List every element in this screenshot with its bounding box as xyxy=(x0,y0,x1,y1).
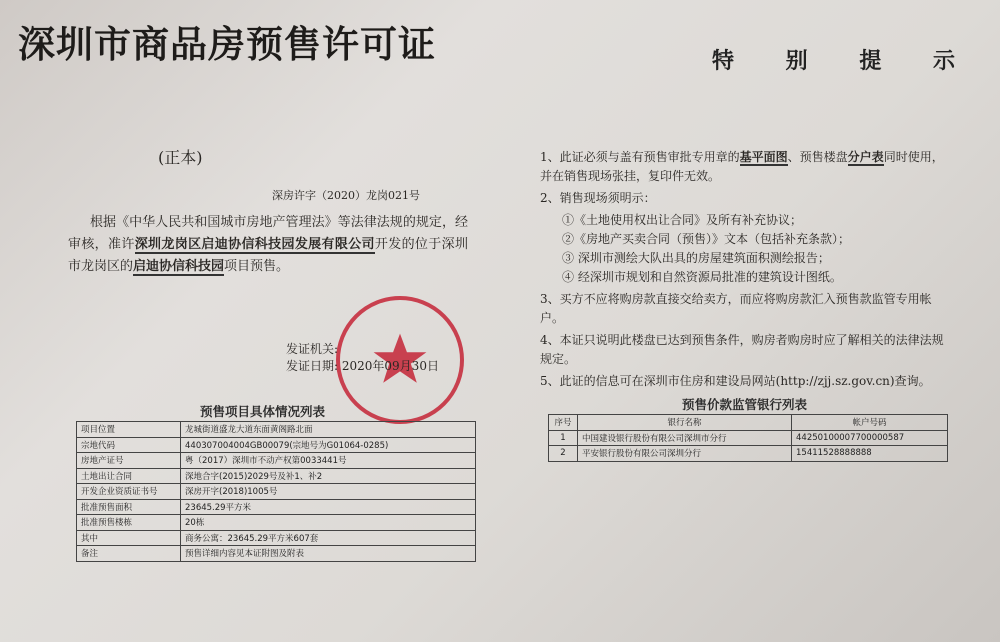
note-5: 5、此证的信息可在深圳市住房和建设局网站(http://zjj.sz.gov.cn)查询。 xyxy=(540,374,931,388)
issuing-authority-label: 发证机关: xyxy=(286,342,339,356)
row-value: 23645.29平方米 xyxy=(181,499,476,515)
note-3: 3、买方不应将购房款直接交给卖方，而应将购房款汇入预售款监管专用帐户。 xyxy=(540,292,932,325)
row-label: 其中 xyxy=(77,530,181,546)
row-label: 土地出让合同 xyxy=(77,468,181,484)
table-row xyxy=(77,437,476,453)
note-1-text-mid: 、预售楼盘 xyxy=(787,150,848,164)
project-table xyxy=(76,421,476,562)
row-value: 龙城街道盛龙大道东面黄阁路北面 xyxy=(181,422,476,438)
copy-type: (正本) xyxy=(158,148,203,167)
row-value: 20栋 xyxy=(181,515,476,531)
note-2-item: ①《土地使用权出让合同》及所有补充协议； xyxy=(562,213,803,227)
row-value: 深房开字(2018)1005号 xyxy=(181,484,476,500)
note-2-item: ②《房地产买卖合同（预售）》文本（包括补充条款）； xyxy=(562,232,851,246)
table-row xyxy=(77,499,476,515)
note-1-text: 1、此证必须与盖有预售审批专用章的 xyxy=(540,150,740,164)
issue-date-label: 发证日期: xyxy=(286,359,339,373)
table-row xyxy=(77,515,476,531)
developer-name: 深圳龙岗区启迪协信科技园发展有限公司 xyxy=(134,237,375,252)
issue-date: 2020年09月30日 xyxy=(341,359,439,373)
bank-table-title: 预售价款监管银行列表 xyxy=(682,397,808,412)
row-label: 房地产证号 xyxy=(77,453,181,469)
table-row xyxy=(77,453,476,469)
row-label: 项目位置 xyxy=(77,422,181,438)
note-2-item: ③ 深圳市测绘大队出具的房屋建筑面积测绘报告； xyxy=(562,251,830,265)
row-label: 批准预售面积 xyxy=(77,499,181,515)
row-label: 开发企业资质证书号 xyxy=(77,484,181,500)
row-value: 粤（2017）深圳市不动产权第0033441号 xyxy=(181,453,476,469)
issuer-block xyxy=(286,341,439,375)
row-value: 深地合字(2015)2029号及补1、补2 xyxy=(181,468,476,484)
column-header: 帐户号码 xyxy=(792,415,948,431)
project-name: 启迪协信科技园 xyxy=(133,259,225,274)
note-1-highlight-table: 分户表 xyxy=(847,150,884,164)
table-row xyxy=(77,484,476,500)
column-header: 序号 xyxy=(549,415,578,431)
body-text-2: 开发的位于深圳市龙岗区的 xyxy=(68,237,468,274)
table-row xyxy=(549,446,948,462)
table-row xyxy=(77,530,476,546)
bank-name: 平安银行股份有限公司深圳分行 xyxy=(578,446,792,462)
note-1 xyxy=(540,148,948,186)
table-header-row xyxy=(549,415,948,431)
row-label: 备注 xyxy=(77,546,181,562)
note-1-text-end: 同时使用，并在销售现场张挂，复印件无效。 xyxy=(540,150,944,183)
project-table-title: 预售项目具体情况列表 xyxy=(200,404,326,419)
body-text-1: 根据《中华人民共和国城市房地产管理法》等法律法规的规定，经审核，准许 xyxy=(68,215,468,252)
note-2-item: ④ 经深圳市规划和自然资源局批准的建筑设计图纸。 xyxy=(562,270,842,284)
table-row xyxy=(77,546,476,562)
note-1-highlight-plan: 基平面图 xyxy=(739,150,788,164)
permit-number: 深房许字（2020）龙岗021号 xyxy=(272,189,420,202)
special-notice-heading: 特 别 提 示 xyxy=(712,48,977,74)
row-label: 批准预售楼栋 xyxy=(77,515,181,531)
column-header: 银行名称 xyxy=(578,415,792,431)
body-text-3: 项目预售。 xyxy=(224,259,290,274)
row-label: 宗地代码 xyxy=(77,437,181,453)
row-number: 1 xyxy=(549,430,578,446)
document-title: 深圳市商品房预售许可证 xyxy=(18,22,436,66)
row-number: 2 xyxy=(549,446,578,462)
note-4: 4、本证只说明此楼盘已达到预售条件，购房者购房时应了解相关的法律法规规定。 xyxy=(540,333,944,366)
account-number: 44250100007700000587 xyxy=(792,430,948,446)
row-value: 440307004004GB00079(宗地号为G01064-0285) xyxy=(181,437,476,453)
table-row xyxy=(549,430,948,446)
table-row xyxy=(77,468,476,484)
table-row xyxy=(77,422,476,438)
row-value: 预售详细内容见本证附图及附表 xyxy=(181,546,476,562)
special-notes xyxy=(540,148,948,394)
bank-table xyxy=(548,414,948,462)
bank-name: 中国建设银行股份有限公司深圳市分行 xyxy=(578,430,792,446)
account-number: 15411528888888 xyxy=(792,446,948,462)
note-2: 2、销售现场须明示： xyxy=(540,191,656,205)
permit-body xyxy=(68,212,468,278)
row-value: 商务公寓：23645.29平方米607套 xyxy=(181,530,476,546)
